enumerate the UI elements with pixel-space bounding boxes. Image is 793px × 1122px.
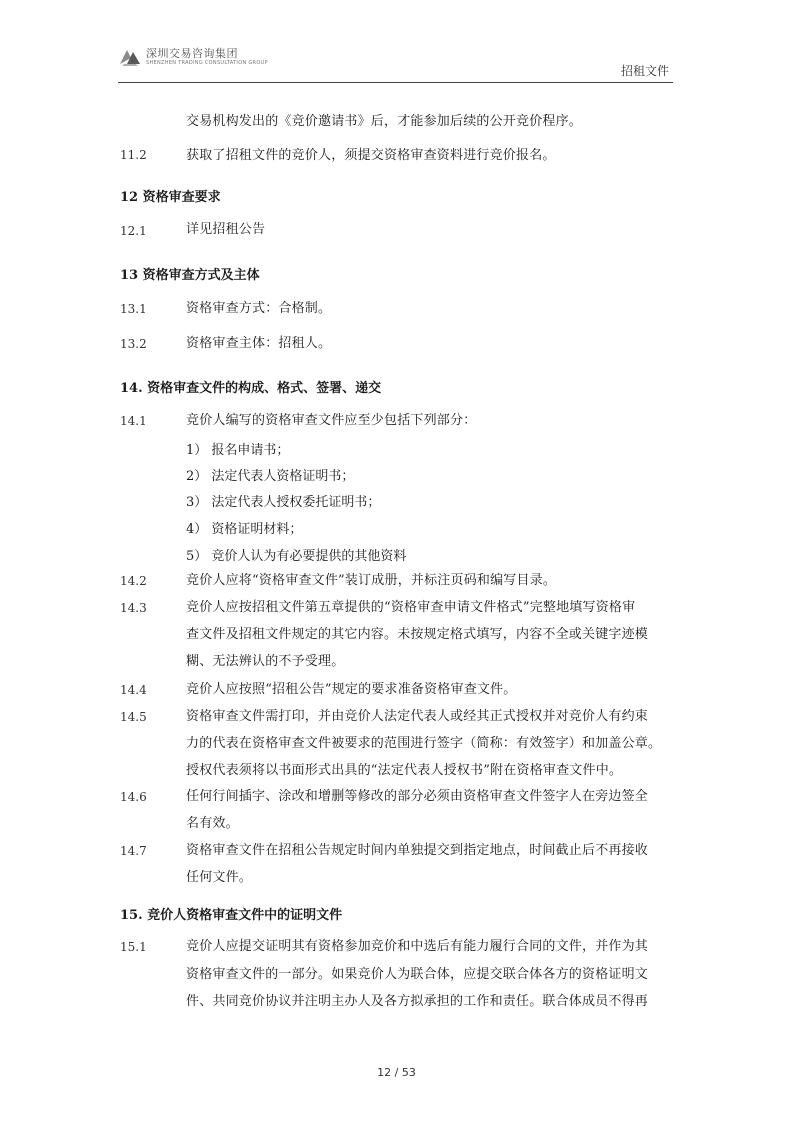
clause-number: 14.6 <box>120 790 147 804</box>
paragraph-15-1-line-2: 资格审查文件的一部分。如果竞价人为联合体，应提交联合体各方的资格证明文 <box>186 967 649 982</box>
paragraph-14-3-line-1: 竞价人应按招租文件第五章提供的“资格审查申请文件格式”完整地填写资格审 <box>186 600 636 615</box>
list-item: 5） 竞价人认为有必要提供的其他资料 <box>186 549 407 564</box>
clause-number: 14.1 <box>120 414 147 428</box>
clause-number: 13.2 <box>120 337 147 351</box>
logo-text-cn: 深圳交易咨询集团 <box>146 47 238 60</box>
section-heading-14: 14. 资格审查文件的构成、格式、签署、递交 <box>120 381 382 396</box>
paragraph-14-5-line-1: 资格审查文件需打印，并由竞价人法定代表人或经其正式授权并对竞价人有约束 <box>186 709 649 724</box>
paragraph-13-1: 资格审查方式：合格制。 <box>186 301 332 316</box>
section-heading-15: 15. 竞价人资格审查文件中的证明文件 <box>120 908 343 923</box>
list-item: 1） 报名申请书； <box>186 443 290 458</box>
clause-number: 11.2 <box>120 148 147 162</box>
paragraph-14-6-line-1: 任何行间插字、涂改和增删等修改的部分必须由资格审查文件签字人在旁边签全 <box>186 789 649 804</box>
clause-number: 12.1 <box>120 224 147 238</box>
paragraph-14-6-line-2: 名有效。 <box>186 816 239 831</box>
paragraph-14-7-line-2: 任何文件。 <box>186 870 253 885</box>
clause-number: 14.2 <box>120 574 147 588</box>
paragraph-11-2: 获取了招租文件的竞价人，须提交资格审查资料进行竞价报名。 <box>186 148 556 163</box>
logo-text-en: SHENZHEN TRADING CONSULTATION GROUP <box>146 60 268 66</box>
list-item: 4） 资格证明材料； <box>186 522 303 537</box>
clause-number: 14.3 <box>120 601 147 615</box>
paragraph-13-2: 资格审查主体：招租人。 <box>186 336 332 351</box>
clause-number: 15.1 <box>120 940 147 954</box>
list-item: 3） 法定代表人授权委托证明书； <box>186 495 381 510</box>
clause-number: 14.7 <box>120 844 147 858</box>
paragraph-14-7-line-1: 资格审查文件在招租公告规定时间内单独提交到指定地点，时间截止后不再接收 <box>186 843 649 858</box>
list-item: 2） 法定代表人资格证明书； <box>186 469 355 484</box>
paragraph-14-3-line-2: 查文件及招租文件规定的其它内容。未按规定格式填写，内容不全或关键字迹模 <box>186 627 649 642</box>
paragraph-14-5-line-2: 力的代表在资格审查文件被要求的范围进行签字（简称：有效签字）和加盖公章。 <box>186 736 662 751</box>
paragraph-12-1: 详见招租公告 <box>186 222 266 237</box>
paragraph-14-5-line-3: 授权代表须将以书面形式出具的“法定代表人授权书”附在资格审查文件中。 <box>186 763 623 778</box>
document-title: 招租文件 <box>620 64 669 78</box>
paragraph-14-2: 竞价人应将“资格审查文件”装订成册，并标注页码和编写目录。 <box>186 573 557 588</box>
clause-number: 14.4 <box>120 683 147 697</box>
paragraph-14-3-line-3: 糊、无法辨认的不予受理。 <box>186 654 345 669</box>
paragraph-14-1: 竞价人编写的资格审查文件应至少包括下列部分： <box>186 413 477 428</box>
paragraph-11-1-continued: 交易机构发出的《竞价邀请书》后，才能参加后续的公开竞价程序。 <box>186 114 583 129</box>
clause-number: 14.5 <box>120 710 147 724</box>
paragraph-14-4: 竞价人应按照“招租公告”规定的要求准备资格审查文件。 <box>186 682 517 697</box>
section-heading-13: 13 资格审查方式及主体 <box>120 268 260 283</box>
paragraph-15-1-line-3: 件、共同竞价协议并注明主办人及各方拟承担的工作和责任。联合体成员不得再 <box>186 994 649 1009</box>
section-heading-12: 12 资格审查要求 <box>120 190 221 205</box>
page-number: 12 / 53 <box>377 1066 416 1079</box>
paragraph-15-1-line-1: 竞价人应提交证明其有资格参加竞价和中选后有能力履行合同的文件，并作为其 <box>186 939 649 954</box>
clause-number: 13.1 <box>120 302 147 316</box>
